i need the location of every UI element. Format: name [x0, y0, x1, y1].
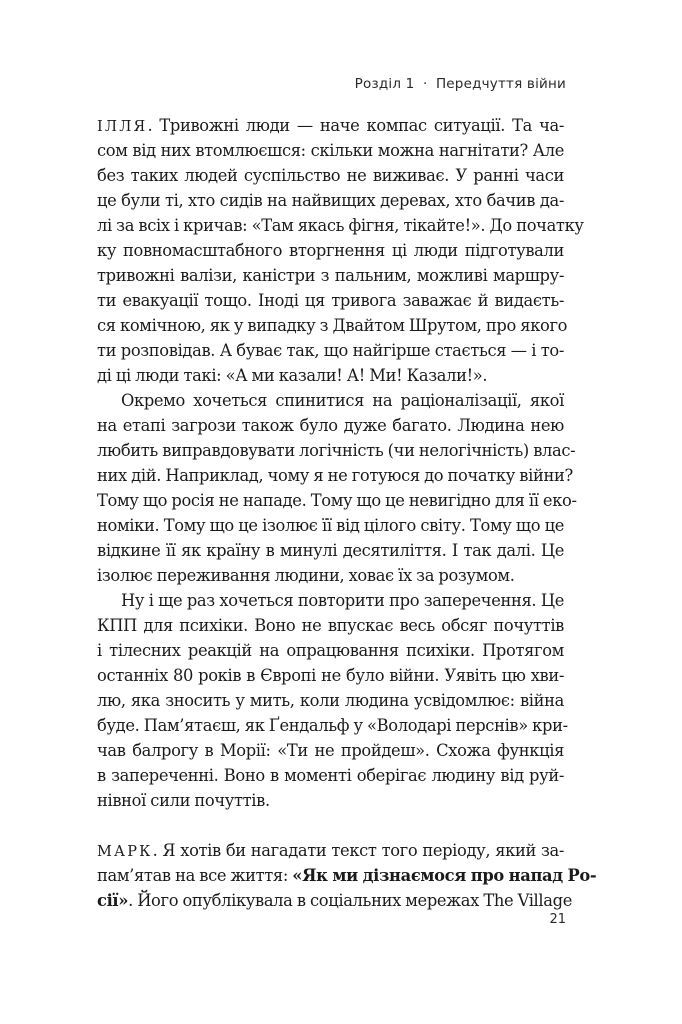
line-text: . Тривожні люди — наче компас ситуації. Та ча-	[147, 116, 564, 135]
text-line: ти евакуації тощо. Іноді ця тривога заважає й видаєть-	[97, 291, 564, 310]
text-line	[97, 838, 564, 863]
text-line: ді ці люди такі: «А ми казали! А! Ми! Казали!».	[97, 366, 488, 385]
text-line: ізолює переживання людини, ховає їх за розумом.	[97, 566, 515, 585]
text-line: в запереченні. Воно в моменті оберігає людину від руй-	[97, 766, 564, 785]
text-line: тривожні валізи, каністри з пальним, можливі маршру-	[97, 266, 564, 285]
speaker-name: МАРК	[97, 844, 153, 860]
body-text	[97, 113, 597, 913]
line-text: пам’ятав на все життя:	[97, 866, 293, 885]
text-line: відкине її як країну в минулі десятиліття. І так далі. Це	[97, 541, 564, 560]
text-line: це були ті, хто сидів на найвищих деревах, хто бачив да-	[97, 191, 564, 210]
text-line: Окремо хочеться спинитися на раціоналізації, якої	[121, 391, 564, 410]
text-line: ся комічною, як у випадку з Двайтом Шрутом, про якого	[97, 316, 568, 335]
text-line: без таких людей суспільство не виживає. У ранні часи	[97, 166, 564, 185]
speaker-name: ІЛЛЯ	[97, 119, 148, 135]
article-title: сії»	[97, 891, 129, 910]
text-line	[97, 113, 564, 138]
text-line	[97, 863, 597, 888]
text-line: них дій. Наприклад, чому я не готуюся до початку війни?	[97, 466, 573, 485]
article-title: «Як ми дізнаємося про напад Ро-	[292, 866, 597, 885]
text-line	[97, 888, 572, 913]
text-line: нівної сили почуттів.	[97, 791, 270, 810]
header-separator: ·	[422, 76, 428, 92]
text-line: на етапі загрози також було дуже багато. Людина нею	[97, 416, 564, 435]
text-line: сом від них втомлюєшся: скільки можна нагнітати? Але	[97, 141, 564, 160]
paragraph-gap	[97, 813, 564, 838]
text-line: КПП для психіки. Воно не впускає весь обсяг почуттів	[97, 616, 564, 635]
text-line: Ну і ще раз хочеться повторити про заперечення. Це	[121, 591, 564, 610]
text-line: ти розповідав. А буває так, що найгірше стається — і то-	[97, 341, 564, 360]
text-line: лі за всіх і кричав: «Там якась фігня, тікайте!». До початку	[97, 216, 584, 235]
running-head	[355, 76, 566, 92]
chapter-title: Передчуття війни	[435, 76, 566, 92]
chapter-number: Розділ 1	[354, 76, 415, 92]
text-line: номіки. Тому що це ізолює її від цілого світу. Тому що це	[97, 516, 564, 535]
text-line: ку повномасштабного вторгнення ці люди підготували	[97, 241, 564, 260]
text-line: любить виправдовувати логічність (чи нелогічність) влас-	[97, 441, 576, 460]
text-line: буде. Пам’ятаєш, як Ґендальф у «Володарі перснів» кри-	[97, 716, 568, 735]
text-line: і тілесних реакцій на опрацювання психіки. Протягом	[97, 641, 564, 660]
text-line: лю, яка зносить у мить, коли людина усвідомлює: війна	[97, 691, 564, 710]
line-text: . Я хотів би нагадати текст того періоду, який за-	[152, 841, 564, 860]
text-line: останніх 80 років в Європі не було війни. Уявіть цю хви-	[97, 666, 564, 685]
text-line: Тому що росія не нападе. Тому що це невигідно для її еко-	[97, 491, 577, 510]
page-number: 21	[549, 912, 566, 927]
text-line: чав балрогу в Морії: «Ти не пройдеш». Схожа функція	[97, 741, 564, 760]
line-text: . Його опублікувала в соціальних мережах The Village	[128, 891, 572, 910]
